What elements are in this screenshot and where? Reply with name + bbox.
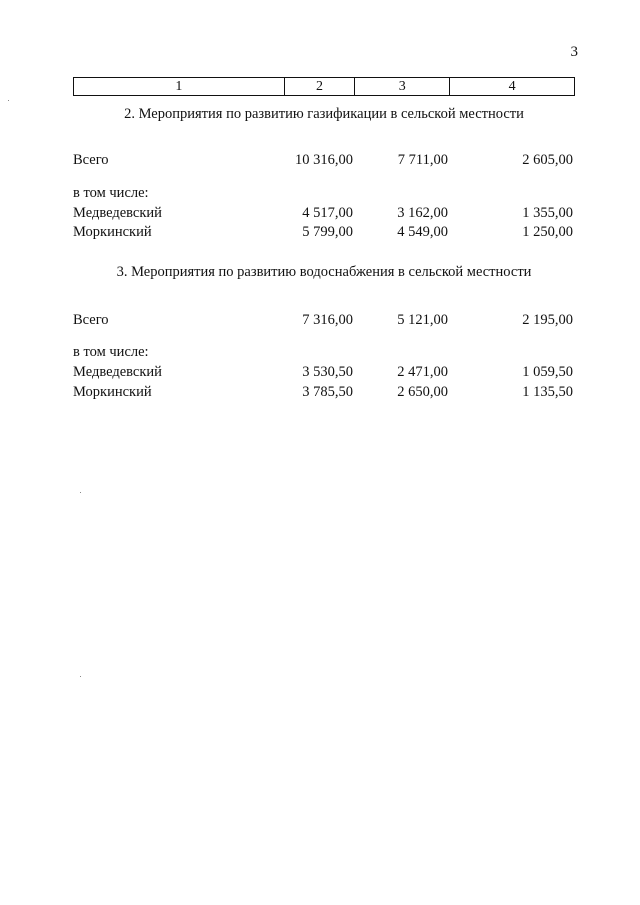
value-col-2: 5 799,00	[302, 224, 353, 240]
column-header-row	[74, 78, 575, 96]
value-col-3: 3 162,00	[397, 205, 448, 221]
scan-speck	[80, 492, 81, 493]
table-row-total	[73, 151, 575, 169]
value-col-3: 2 471,00	[397, 364, 448, 380]
row-label: в том числе:	[73, 185, 149, 201]
column-header-3: 3	[355, 78, 450, 96]
section-title-water-supply: 3. Мероприятия по развитию водоснабжения в сельской местности	[116, 264, 532, 280]
section-title-gasification: 2. Мероприятия по развитию газификации в сельской местности	[124, 106, 524, 122]
value-col-3: 5 121,00	[397, 312, 448, 328]
value-col-2: 3 530,50	[302, 364, 353, 380]
table-row	[73, 204, 575, 222]
value-col-4: 1 135,50	[522, 384, 573, 400]
table-row	[73, 383, 575, 401]
column-header-2: 2	[284, 78, 354, 96]
value-col-3: 7 711,00	[397, 152, 448, 168]
value-col-4: 1 059,50	[522, 364, 573, 380]
row-label: Моркинский	[73, 384, 152, 400]
row-label: Медведевский	[73, 364, 162, 380]
value-col-4: 2 605,00	[522, 152, 573, 168]
row-label: Всего	[73, 152, 109, 168]
table-row	[73, 363, 575, 381]
value-col-2: 10 316,00	[295, 152, 353, 168]
including-label	[73, 343, 575, 361]
column-header-4: 4	[450, 78, 575, 96]
column-header-1: 1	[74, 78, 285, 96]
scan-speck	[80, 676, 81, 677]
value-col-4: 1 355,00	[522, 205, 573, 221]
value-col-3: 4 549,00	[397, 224, 448, 240]
row-label: Медведевский	[73, 205, 162, 221]
page-number: 3	[570, 44, 578, 60]
table-row	[73, 223, 575, 241]
scan-speck	[8, 100, 9, 101]
value-col-2: 7 316,00	[302, 312, 353, 328]
value-col-4: 1 250,00	[522, 224, 573, 240]
column-header-table	[73, 77, 575, 96]
including-label	[73, 184, 575, 202]
row-label: в том числе:	[73, 344, 149, 360]
table-row-total	[73, 311, 575, 329]
value-col-2: 4 517,00	[302, 205, 353, 221]
value-col-2: 3 785,50	[302, 384, 353, 400]
value-col-3: 2 650,00	[397, 384, 448, 400]
row-label: Моркинский	[73, 224, 152, 240]
value-col-4: 2 195,00	[522, 312, 573, 328]
row-label: Всего	[73, 312, 109, 328]
